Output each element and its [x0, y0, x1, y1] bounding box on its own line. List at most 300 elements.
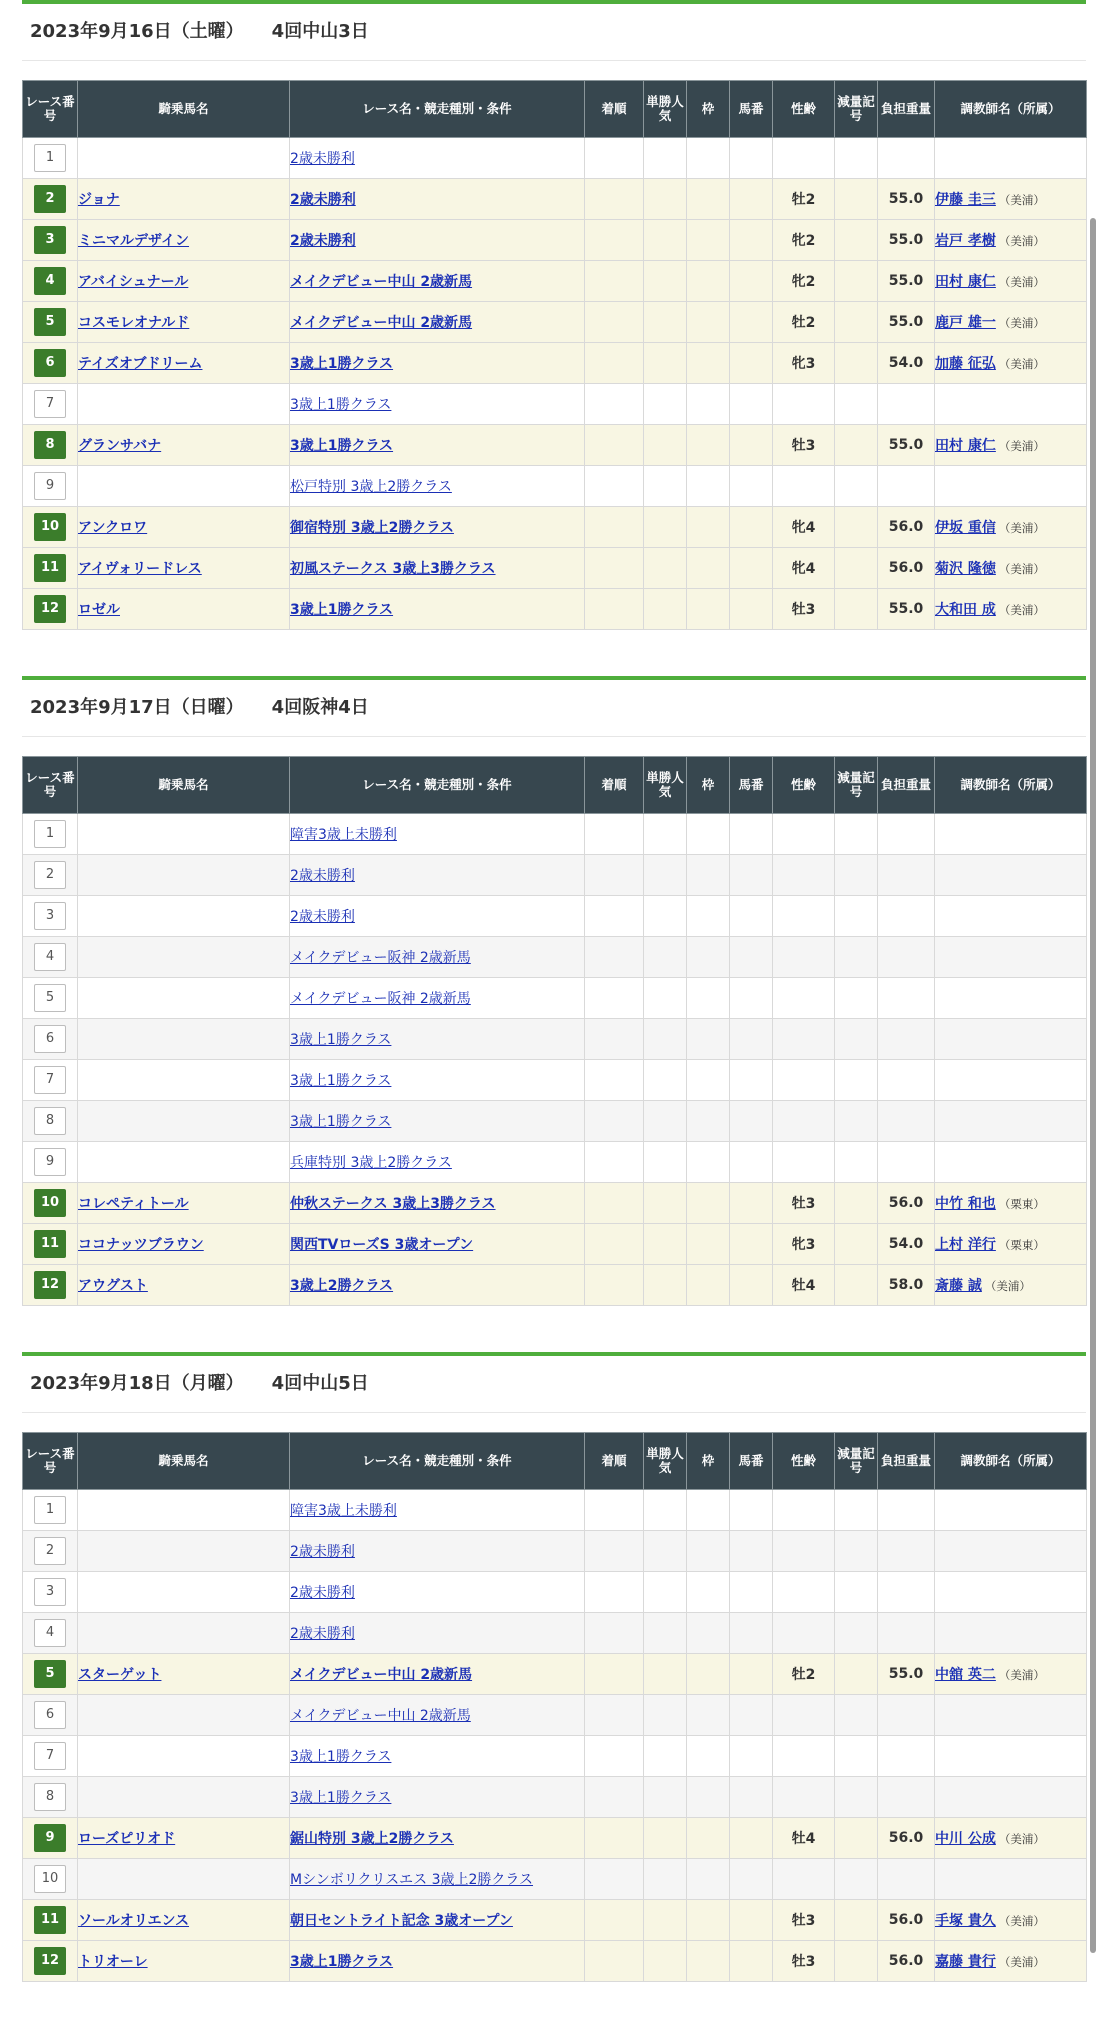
- race-number-cell: [23, 1695, 78, 1736]
- race-name-cell: [290, 1613, 585, 1654]
- race-number-cell: [23, 138, 78, 179]
- horse-number-cell: [730, 302, 773, 343]
- finish-cell: [585, 1613, 644, 1654]
- header-frame: 枠: [687, 757, 730, 814]
- weight-cell: 54.0: [878, 1224, 935, 1265]
- popularity-cell: [644, 261, 687, 302]
- header-reduced-weight: 減量記号: [835, 81, 878, 138]
- table-header-row: [23, 757, 1087, 814]
- header-horse-number: 馬番: [730, 1433, 773, 1490]
- race-name-link[interactable]: 3歳上1勝クラス: [290, 438, 394, 454]
- trainer-cell: [935, 1572, 1087, 1613]
- race-row: [23, 1224, 1087, 1265]
- header-horse-number: 馬番: [730, 757, 773, 814]
- sex-age-cell: [773, 1019, 835, 1060]
- horse-number-cell: [730, 220, 773, 261]
- popularity-cell: [644, 814, 687, 855]
- trainer-name-link[interactable]: 田村 康仁: [935, 438, 996, 454]
- horse-number-cell: [730, 1265, 773, 1306]
- race-name-cell: [290, 302, 585, 343]
- frame-cell: [687, 1224, 730, 1265]
- horse-number-cell: [730, 384, 773, 425]
- day-meet: 4回中山5日: [271, 1373, 369, 1394]
- sex-age-cell: 牡3: [773, 1900, 835, 1941]
- weight-cell: 56.0: [878, 1183, 935, 1224]
- trainer-name-link[interactable]: 中竹 和也: [935, 1196, 996, 1212]
- horse-name-link[interactable]: ローズピリオド: [78, 1831, 176, 1847]
- popularity-cell: [644, 1265, 687, 1306]
- race-number-badge: 7: [34, 1066, 66, 1094]
- trainer-cell: [935, 1183, 1087, 1224]
- race-name-link[interactable]: 3歳上1勝クラス: [290, 1073, 392, 1089]
- popularity-cell: [644, 1613, 687, 1654]
- sex-age-cell: [773, 1531, 835, 1572]
- race-number-cell: [23, 589, 78, 630]
- weight-cell: [878, 1142, 935, 1183]
- race-number-cell: [23, 548, 78, 589]
- race-row: [23, 384, 1087, 425]
- race-name-link[interactable]: 2歳未勝利: [290, 233, 356, 249]
- trainer-affiliation: （美浦）: [998, 234, 1045, 248]
- popularity-cell: [644, 302, 687, 343]
- trainer-name-link[interactable]: 加藤 征弘: [935, 356, 996, 372]
- day-date: 2023年9月17日（日曜）: [30, 697, 244, 718]
- horse-number-cell: [730, 1490, 773, 1531]
- race-row: [23, 466, 1087, 507]
- weight-cell: 56.0: [878, 507, 935, 548]
- reduced-weight-cell: [835, 466, 878, 507]
- race-name-link[interactable]: 3歳上1勝クラス: [290, 397, 392, 413]
- race-rows: [23, 814, 1087, 1306]
- horse-cell: [78, 1613, 290, 1654]
- horse-cell: [78, 302, 290, 343]
- finish-cell: [585, 855, 644, 896]
- weight-cell: 55.0: [878, 589, 935, 630]
- frame-cell: [687, 1183, 730, 1224]
- race-name-link[interactable]: 鋸山特別 3歳上2勝クラス: [290, 1831, 454, 1847]
- horse-cell: [78, 855, 290, 896]
- popularity-cell: [644, 1019, 687, 1060]
- race-name-link[interactable]: 3歳上1勝クラス: [290, 1790, 392, 1806]
- race-name-link[interactable]: 関西TVローズS 3歳オープン: [290, 1237, 474, 1253]
- horse-name-link[interactable]: ロゼル: [78, 602, 120, 618]
- race-name-cell: [290, 179, 585, 220]
- race-row: [23, 179, 1087, 220]
- horse-cell: [78, 220, 290, 261]
- race-number-badge: 9: [34, 472, 66, 500]
- race-row: [23, 1101, 1087, 1142]
- horse-number-cell: [730, 179, 773, 220]
- trainer-cell: [935, 220, 1087, 261]
- frame-cell: [687, 1654, 730, 1695]
- race-name-link[interactable]: メイクデビュー中山 2歳新馬: [290, 1708, 471, 1724]
- finish-cell: [585, 1060, 644, 1101]
- popularity-cell: [644, 179, 687, 220]
- trainer-name-link[interactable]: 手塚 貴久: [935, 1913, 996, 1929]
- popularity-cell: [644, 507, 687, 548]
- popularity-cell: [644, 1900, 687, 1941]
- finish-cell: [585, 1777, 644, 1818]
- day-section: [22, 0, 1086, 630]
- race-name-link[interactable]: 2歳未勝利: [290, 868, 355, 884]
- race-name-link[interactable]: 2歳未勝利: [290, 1585, 355, 1601]
- trainer-cell: [935, 896, 1087, 937]
- race-name-link[interactable]: 3歳上1勝クラス: [290, 1032, 392, 1048]
- finish-cell: [585, 548, 644, 589]
- race-number-badge: 1: [34, 144, 66, 172]
- popularity-cell: [644, 1818, 687, 1859]
- race-name-link[interactable]: Mシンボリクリスエス 3歳上2勝クラス: [290, 1872, 534, 1888]
- popularity-cell: [644, 138, 687, 179]
- weight-cell: [878, 1531, 935, 1572]
- race-name-link[interactable]: メイクデビュー中山 2歳新馬: [290, 274, 473, 290]
- race-name-link[interactable]: 2歳未勝利: [290, 1626, 355, 1642]
- frame-cell: [687, 1101, 730, 1142]
- trainer-name-link[interactable]: 岩戸 孝樹: [935, 233, 996, 249]
- trainer-cell: [935, 1490, 1087, 1531]
- race-number-badge: 3: [34, 226, 66, 254]
- header-horse-name: 騎乗馬名: [78, 81, 290, 138]
- weight-cell: 54.0: [878, 343, 935, 384]
- horse-cell: [78, 1859, 290, 1900]
- race-number-badge: 2: [34, 1537, 66, 1565]
- trainer-name-link[interactable]: 伊坂 重信: [935, 520, 996, 536]
- race-row: [23, 1572, 1087, 1613]
- race-name-link[interactable]: 3歳上1勝クラス: [290, 1114, 392, 1130]
- trainer-cell: [935, 548, 1087, 589]
- weight-cell: [878, 1019, 935, 1060]
- race-number-badge: 4: [34, 1619, 66, 1647]
- trainer-name-link[interactable]: 中舘 英二: [935, 1667, 996, 1683]
- horse-name-link[interactable]: アウグスト: [78, 1278, 148, 1294]
- finish-cell: [585, 1695, 644, 1736]
- trainer-affiliation: （美浦）: [998, 316, 1045, 330]
- race-number-badge: 2: [34, 861, 66, 889]
- header-race-number: レース番号: [23, 757, 78, 814]
- trainer-cell: [935, 1613, 1087, 1654]
- race-name-link[interactable]: 初風ステークス 3歳上3勝クラス: [290, 561, 496, 577]
- horse-cell: [78, 1531, 290, 1572]
- horse-cell: [78, 1900, 290, 1941]
- popularity-cell: [644, 978, 687, 1019]
- horse-name-link[interactable]: コレペティトール: [78, 1196, 189, 1212]
- trainer-affiliation: （美浦）: [998, 439, 1045, 453]
- reduced-weight-cell: [835, 302, 878, 343]
- race-number-cell: [23, 384, 78, 425]
- horse-name-link[interactable]: テイズオブドリーム: [78, 356, 203, 372]
- popularity-cell: [644, 1490, 687, 1531]
- finish-cell: [585, 343, 644, 384]
- frame-cell: [687, 855, 730, 896]
- race-number-cell: [23, 1183, 78, 1224]
- race-name-link[interactable]: メイクデビュー中山 2歳新馬: [290, 315, 473, 331]
- frame-cell: [687, 1695, 730, 1736]
- trainer-affiliation: （美浦）: [998, 193, 1045, 207]
- trainer-name-link[interactable]: 上村 洋行: [935, 1237, 996, 1253]
- race-row: [23, 138, 1087, 179]
- horse-name-link[interactable]: グランサバナ: [78, 438, 162, 454]
- trainer-name-link[interactable]: 菊沢 隆徳: [935, 561, 996, 577]
- race-name-link[interactable]: 御宿特別 3歳上2勝クラス: [290, 520, 454, 536]
- day-title: [22, 680, 1086, 737]
- race-name-link[interactable]: 2歳未勝利: [290, 151, 355, 167]
- race-name-cell: [290, 1265, 585, 1306]
- horse-name-link[interactable]: トリオーレ: [78, 1954, 148, 1970]
- frame-cell: [687, 261, 730, 302]
- weight-cell: [878, 1736, 935, 1777]
- race-number-badge: 4: [34, 943, 66, 971]
- race-name-link[interactable]: 兵庫特別 3歳上2勝クラス: [290, 1155, 452, 1171]
- weight-cell: 58.0: [878, 1265, 935, 1306]
- horse-name-link[interactable]: ジョナ: [78, 192, 120, 208]
- horse-number-cell: [730, 138, 773, 179]
- trainer-cell: [935, 1818, 1087, 1859]
- race-name-link[interactable]: 朝日セントライト記念 3歳オープン: [290, 1913, 513, 1929]
- race-number-badge: 12: [34, 595, 66, 623]
- header-trainer: 調教師名（所属）: [935, 757, 1087, 814]
- reduced-weight-cell: [835, 1265, 878, 1306]
- finish-cell: [585, 1101, 644, 1142]
- race-name-link[interactable]: 3歳上1勝クラス: [290, 602, 394, 618]
- sex-age-cell: [773, 466, 835, 507]
- header-reduced-weight: 減量記号: [835, 1433, 878, 1490]
- race-name-link[interactable]: 3歳上1勝クラス: [290, 1954, 394, 1970]
- race-row: [23, 261, 1087, 302]
- finish-cell: [585, 937, 644, 978]
- horse-number-cell: [730, 1101, 773, 1142]
- reduced-weight-cell: [835, 1224, 878, 1265]
- page-scrollbar[interactable]: [1090, 218, 1096, 1953]
- popularity-cell: [644, 896, 687, 937]
- finish-cell: [585, 896, 644, 937]
- sex-age-cell: [773, 978, 835, 1019]
- horse-cell: [78, 261, 290, 302]
- trainer-cell: [935, 1142, 1087, 1183]
- race-row: [23, 302, 1087, 343]
- finish-cell: [585, 1654, 644, 1695]
- race-name-link[interactable]: 2歳未勝利: [290, 192, 356, 208]
- frame-cell: [687, 1490, 730, 1531]
- header-weight: 負担重量: [878, 1433, 935, 1490]
- header-horse-name: 騎乗馬名: [78, 1433, 290, 1490]
- race-row: [23, 1859, 1087, 1900]
- frame-cell: [687, 548, 730, 589]
- horse-number-cell: [730, 855, 773, 896]
- sex-age-cell: [773, 1572, 835, 1613]
- reduced-weight-cell: [835, 1572, 878, 1613]
- horse-number-cell: [730, 1019, 773, 1060]
- race-name-cell: [290, 1142, 585, 1183]
- horse-cell: [78, 1572, 290, 1613]
- trainer-name-link[interactable]: 嘉藤 貴行: [935, 1954, 996, 1970]
- horse-cell: [78, 1941, 290, 1982]
- popularity-cell: [644, 1224, 687, 1265]
- horse-number-cell: [730, 1900, 773, 1941]
- reduced-weight-cell: [835, 855, 878, 896]
- race-number-cell: [23, 343, 78, 384]
- finish-cell: [585, 978, 644, 1019]
- race-name-link[interactable]: 3歳上1勝クラス: [290, 356, 394, 372]
- race-name-cell: [290, 1060, 585, 1101]
- finish-cell: [585, 1900, 644, 1941]
- race-row: [23, 220, 1087, 261]
- race-number-cell: [23, 466, 78, 507]
- header-sex-age: 性齢: [773, 81, 835, 138]
- sex-age-cell: 牝2: [773, 261, 835, 302]
- horse-cell: [78, 548, 290, 589]
- race-name-cell: [290, 1941, 585, 1982]
- race-name-link[interactable]: メイクデビュー阪神 2歳新馬: [290, 950, 471, 966]
- popularity-cell: [644, 1572, 687, 1613]
- sex-age-cell: [773, 1695, 835, 1736]
- race-name-cell: [290, 343, 585, 384]
- race-name-link[interactable]: メイクデビュー中山 2歳新馬: [290, 1667, 473, 1683]
- popularity-cell: [644, 1060, 687, 1101]
- sex-age-cell: [773, 1613, 835, 1654]
- race-name-cell: [290, 1224, 585, 1265]
- trainer-name-link[interactable]: 伊藤 圭三: [935, 192, 996, 208]
- reduced-weight-cell: [835, 1060, 878, 1101]
- race-name-cell: [290, 384, 585, 425]
- reduced-weight-cell: [835, 1941, 878, 1982]
- weight-cell: [878, 1613, 935, 1654]
- race-row: [23, 589, 1087, 630]
- reduced-weight-cell: [835, 589, 878, 630]
- horse-name-link[interactable]: ミニマルデザイン: [78, 233, 190, 249]
- reduced-weight-cell: [835, 548, 878, 589]
- race-name-cell: [290, 1818, 585, 1859]
- weight-cell: [878, 1101, 935, 1142]
- reduced-weight-cell: [835, 1818, 878, 1859]
- race-name-link[interactable]: 2歳未勝利: [290, 909, 355, 925]
- horse-name-link[interactable]: コスモレオナルド: [78, 315, 190, 331]
- weight-cell: [878, 814, 935, 855]
- weight-cell: 56.0: [878, 1900, 935, 1941]
- popularity-cell: [644, 548, 687, 589]
- popularity-cell: [644, 1142, 687, 1183]
- race-table: [22, 1432, 1087, 1982]
- race-number-cell: [23, 220, 78, 261]
- trainer-name-link[interactable]: 中川 公成: [935, 1831, 996, 1847]
- race-name-cell: [290, 425, 585, 466]
- race-name-link[interactable]: 2歳未勝利: [290, 1544, 355, 1560]
- popularity-cell: [644, 1695, 687, 1736]
- horse-name-link[interactable]: ソールオリエンス: [78, 1913, 190, 1929]
- horse-name-link[interactable]: スターゲット: [78, 1667, 162, 1683]
- race-name-cell: [290, 1900, 585, 1941]
- frame-cell: [687, 425, 730, 466]
- race-number-cell: [23, 507, 78, 548]
- weight-cell: [878, 1859, 935, 1900]
- trainer-affiliation: （栗東）: [998, 1238, 1045, 1252]
- horse-cell: [78, 1224, 290, 1265]
- trainer-name-link[interactable]: 大和田 成: [935, 602, 996, 618]
- race-table: [22, 80, 1087, 630]
- reduced-weight-cell: [835, 1019, 878, 1060]
- race-name-cell: [290, 1531, 585, 1572]
- race-name-link[interactable]: 3歳上1勝クラス: [290, 1749, 392, 1765]
- horse-cell: [78, 466, 290, 507]
- race-number-cell: [23, 1572, 78, 1613]
- race-name-link[interactable]: 仲秋ステークス 3歳上3勝クラス: [290, 1196, 496, 1212]
- race-name-cell: [290, 1777, 585, 1818]
- race-name-link[interactable]: 3歳上2勝クラス: [290, 1278, 394, 1294]
- frame-cell: [687, 978, 730, 1019]
- popularity-cell: [644, 343, 687, 384]
- race-name-link[interactable]: 松戸特別 3歳上2勝クラス: [290, 479, 452, 495]
- race-number-badge: 2: [34, 185, 66, 213]
- horse-cell: [78, 179, 290, 220]
- race-number-badge: 5: [34, 308, 66, 336]
- reduced-weight-cell: [835, 425, 878, 466]
- weight-cell: [878, 896, 935, 937]
- race-number-badge: 8: [34, 431, 66, 459]
- race-name-cell: [290, 138, 585, 179]
- header-finish: 着順: [585, 757, 644, 814]
- horse-cell: [78, 1654, 290, 1695]
- trainer-name-link[interactable]: 斎藤 誠: [935, 1278, 982, 1294]
- header-sex-age: 性齢: [773, 757, 835, 814]
- trainer-cell: [935, 855, 1087, 896]
- horse-cell: [78, 138, 290, 179]
- frame-cell: [687, 1265, 730, 1306]
- sex-age-cell: [773, 1777, 835, 1818]
- race-name-link[interactable]: メイクデビュー阪神 2歳新馬: [290, 991, 471, 1007]
- frame-cell: [687, 1900, 730, 1941]
- horse-cell: [78, 1695, 290, 1736]
- reduced-weight-cell: [835, 507, 878, 548]
- horse-name-link[interactable]: アンクロワ: [78, 520, 148, 536]
- finish-cell: [585, 589, 644, 630]
- reduced-weight-cell: [835, 138, 878, 179]
- trainer-name-link[interactable]: 鹿戸 雄一: [935, 315, 996, 331]
- horse-name-link[interactable]: アバイシュナール: [78, 274, 189, 290]
- frame-cell: [687, 896, 730, 937]
- reduced-weight-cell: [835, 1777, 878, 1818]
- sex-age-cell: [773, 896, 835, 937]
- trainer-cell: [935, 1941, 1087, 1982]
- race-name-link[interactable]: 障害3歳上未勝利: [290, 827, 397, 843]
- reduced-weight-cell: [835, 343, 878, 384]
- race-number-badge: 6: [34, 1025, 66, 1053]
- sex-age-cell: [773, 1736, 835, 1777]
- weight-cell: 55.0: [878, 425, 935, 466]
- horse-number-cell: [730, 507, 773, 548]
- race-number-cell: [23, 1859, 78, 1900]
- trainer-name-link[interactable]: 田村 康仁: [935, 274, 996, 290]
- horse-name-link[interactable]: ココナッツブラウン: [78, 1237, 204, 1253]
- finish-cell: [585, 1941, 644, 1982]
- day-section: [22, 676, 1086, 1306]
- race-row: [23, 814, 1087, 855]
- race-name-link[interactable]: 障害3歳上未勝利: [290, 1503, 397, 1519]
- finish-cell: [585, 1183, 644, 1224]
- race-name-cell: [290, 896, 585, 937]
- sex-age-cell: 牡2: [773, 179, 835, 220]
- frame-cell: [687, 138, 730, 179]
- sex-age-cell: [773, 937, 835, 978]
- popularity-cell: [644, 220, 687, 261]
- race-number-badge: 11: [34, 1230, 66, 1258]
- race-row: [23, 1060, 1087, 1101]
- popularity-cell: [644, 1531, 687, 1572]
- race-name-cell: [290, 978, 585, 1019]
- race-row: [23, 548, 1087, 589]
- horse-name-link[interactable]: アイヴォリードレス: [78, 561, 202, 577]
- trainer-cell: [935, 384, 1087, 425]
- weight-cell: 56.0: [878, 1941, 935, 1982]
- weight-cell: 55.0: [878, 220, 935, 261]
